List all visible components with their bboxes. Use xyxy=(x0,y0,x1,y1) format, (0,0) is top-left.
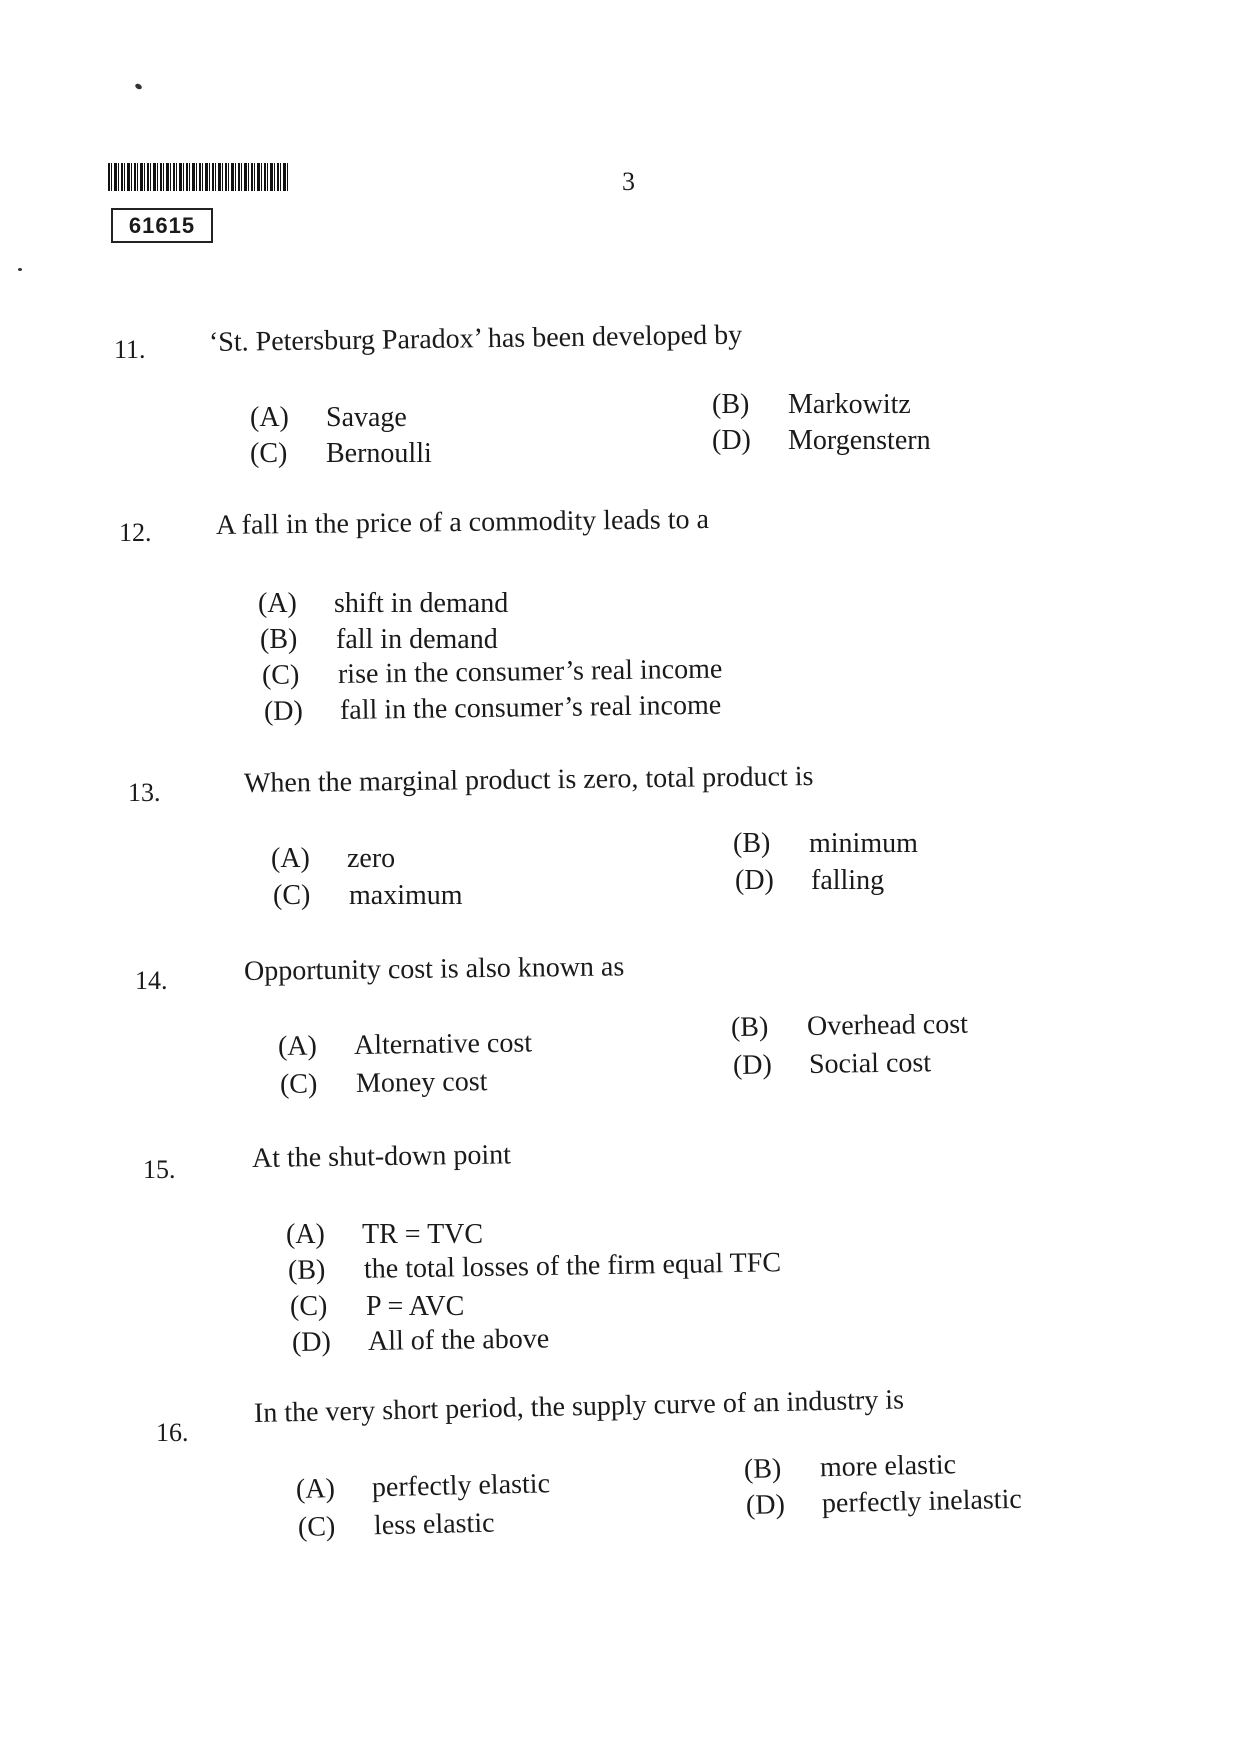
option-text: falling xyxy=(811,865,885,896)
option-a xyxy=(258,588,508,620)
option-c xyxy=(273,880,463,912)
option-letter: (B) xyxy=(260,624,298,655)
option-text: rise in the consumer’s real income xyxy=(337,653,723,690)
option-text: Bernoulli xyxy=(326,438,432,469)
option-d xyxy=(292,1323,550,1359)
option-a xyxy=(286,1219,483,1251)
option-letter: (B) xyxy=(733,828,771,859)
option-text: All of the above xyxy=(367,1323,550,1357)
option-text: Money cost xyxy=(355,1066,488,1099)
question-number: 14. xyxy=(135,966,168,995)
option-text: Alternative cost xyxy=(353,1027,533,1061)
option-letter: (B) xyxy=(730,1011,769,1043)
option-c xyxy=(262,654,723,692)
option-text: TR = TVC xyxy=(362,1219,484,1250)
option-letter: (A) xyxy=(295,1473,336,1505)
scan-speck xyxy=(18,268,22,271)
question-text: Opportunity cost is also known as xyxy=(243,951,625,987)
question-number: 11. xyxy=(114,335,146,364)
question-text: At the shut-down point xyxy=(251,1139,512,1174)
question-text: A fall in the price of a commodity leads to a xyxy=(215,503,710,541)
option-text: zero xyxy=(347,843,396,874)
option-letter: (D) xyxy=(291,1326,332,1358)
option-letter: (A) xyxy=(277,1030,318,1062)
option-text: P = AVC xyxy=(366,1291,465,1322)
option-text: the total losses of the firm equal TFC xyxy=(363,1247,782,1285)
option-text: maximum xyxy=(349,880,463,911)
option-letter: (D) xyxy=(263,695,304,727)
option-a xyxy=(278,1027,532,1063)
scan-speck xyxy=(134,83,143,91)
option-letter: (A) xyxy=(258,588,297,619)
option-a xyxy=(271,843,395,875)
barcode xyxy=(108,163,288,191)
option-text: less elastic xyxy=(373,1507,495,1542)
question-text: When the marginal product is zero, total product is xyxy=(243,761,814,799)
option-text: more elastic xyxy=(819,1449,957,1484)
question-number: 12. xyxy=(119,518,152,547)
option-d xyxy=(264,690,722,728)
option-letter: (C) xyxy=(290,1291,328,1322)
option-letter: (C) xyxy=(261,659,300,691)
option-letter: (D) xyxy=(745,1489,786,1521)
option-letter: (C) xyxy=(279,1068,318,1100)
option-b xyxy=(260,624,498,656)
question-number: 13. xyxy=(128,778,161,807)
option-text: minimum xyxy=(809,828,918,859)
option-letter: (B) xyxy=(712,389,750,420)
option-text: shift in demand xyxy=(334,588,509,619)
option-letter: (C) xyxy=(250,438,288,469)
option-b xyxy=(744,1449,957,1486)
option-d xyxy=(712,425,931,457)
option-b xyxy=(288,1247,782,1287)
option-text: Markowitz xyxy=(788,389,911,420)
option-b xyxy=(731,1009,968,1044)
option-b xyxy=(712,389,911,421)
option-text: perfectly inelastic xyxy=(821,1483,1023,1520)
option-b xyxy=(733,828,918,860)
option-letter: (C) xyxy=(273,880,311,911)
question-text: ‘St. Petersburg Paradox’ has been developed by xyxy=(208,319,743,358)
option-d xyxy=(733,1047,932,1082)
option-letter: (A) xyxy=(286,1219,325,1250)
option-text: Morgenstern xyxy=(788,425,931,456)
option-letter: (B) xyxy=(287,1254,326,1286)
option-letter: (C) xyxy=(297,1511,336,1543)
page-number: 3 xyxy=(622,167,635,196)
option-text: fall in demand xyxy=(336,624,498,655)
option-d xyxy=(735,865,884,897)
option-letter: (D) xyxy=(732,1049,773,1081)
option-c xyxy=(298,1508,495,1544)
serial-code-box: 61615 xyxy=(111,208,213,243)
option-c xyxy=(250,438,432,470)
option-letter: (A) xyxy=(271,843,310,874)
option-text: Overhead cost xyxy=(806,1008,969,1042)
option-letter: (A) xyxy=(250,402,289,433)
option-letter: (D) xyxy=(735,865,774,896)
option-c xyxy=(280,1066,488,1101)
option-letter: (D) xyxy=(712,425,751,456)
option-text: Social cost xyxy=(808,1047,932,1080)
question-text: In the very short period, the supply curve of an industry is xyxy=(253,1384,905,1429)
option-a xyxy=(296,1468,551,1506)
option-text: perfectly elastic xyxy=(371,1468,551,1504)
option-a xyxy=(250,402,407,434)
option-c xyxy=(290,1291,464,1323)
option-d xyxy=(746,1484,1022,1522)
option-text: fall in the consumer’s real income xyxy=(339,689,722,726)
question-number: 16. xyxy=(156,1418,189,1447)
option-text: Savage xyxy=(326,402,407,433)
option-letter: (B) xyxy=(743,1453,782,1485)
question-number: 15. xyxy=(143,1155,176,1184)
